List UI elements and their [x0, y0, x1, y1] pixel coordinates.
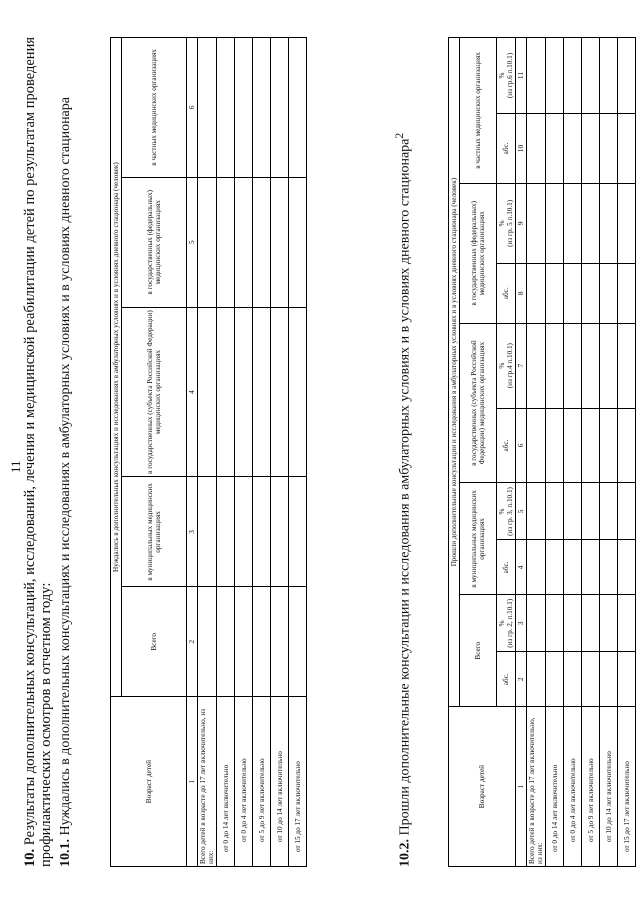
table2-total-header: Всего	[460, 595, 497, 707]
table-row	[253, 38, 271, 867]
table1-row-label: Всего детей в возрасте до 17 лет включительно, из них:	[198, 697, 217, 867]
table-row	[618, 38, 636, 867]
table1-col-num: 1	[187, 697, 198, 867]
section-10-1-number: 10.1.	[58, 839, 73, 867]
section-10-2-text: Прошли дополнительные консультации и исследования в амбулаторных условиях и в условиях дневного стационара	[397, 138, 413, 836]
table1-col-num: 5	[187, 177, 198, 307]
table2-row-label: от 10 до 14 лет включительно	[600, 707, 618, 867]
table2-row-label: от 15 до 17 лет включительно	[618, 707, 636, 867]
table1-row-label: от 0 до 4 лет включительно	[235, 697, 253, 867]
table-row	[600, 38, 618, 867]
table2-pct-header: % (из гр.6 п.10.1)	[497, 38, 516, 114]
table1-row-label: от 15 до 17 лет включительно	[289, 697, 307, 867]
section-10-text: Результаты дополнительных консультаций, исследований, лечения и медицинской реабилитации детей по результатам проведения профилактических осмотров в отчетном году:	[22, 37, 54, 867]
table2-age-header: Возраст детей	[449, 707, 516, 867]
table2-col-num: 3	[516, 595, 527, 652]
table1-private-header: в частных медицинских организациях	[122, 38, 187, 178]
table2-col-num: 8	[516, 263, 527, 323]
table2-abs-header: абс.	[497, 540, 516, 595]
table-row	[582, 38, 600, 867]
table2-col-num: 7	[516, 323, 527, 408]
table2-row-label: от 0 до 14 лет включительно	[546, 707, 564, 867]
table2-row-label: от 0 до 4 лет включительно	[564, 707, 582, 867]
table-row	[271, 38, 289, 867]
table1-col-num: 6	[187, 38, 198, 178]
table1-federal-header: в государственных (федеральных) медицинских организациях	[122, 177, 187, 307]
table-row	[546, 38, 564, 867]
section-10-2-number: 10.2.	[397, 839, 413, 867]
footnote-mark: 2	[393, 132, 406, 139]
table-10-2	[448, 37, 636, 867]
table2-subject-header: в государственных (субъекта Российской Федерации) медицинских организациях	[460, 323, 497, 483]
table2-col-num: 9	[516, 183, 527, 263]
table1-subject-header: в государственных (субъекта Российской Федерации) медицинских организациях	[122, 307, 187, 477]
section-10-2-heading	[392, 37, 414, 867]
section-10-number: 10.	[22, 848, 38, 867]
table1-municipal-header: в муниципальных медицинских организациях	[122, 477, 187, 587]
table1-row-label: от 10 до 14 лет включительно	[271, 697, 289, 867]
table2-col-num: 11	[516, 38, 527, 114]
table2-abs-header: абс.	[497, 113, 516, 183]
table2-row-label: от 5 до 9 лет включительно	[582, 707, 600, 867]
table-row	[527, 38, 546, 867]
table2-municipal-header: в муниципальных медицинских организациях	[460, 483, 497, 595]
table2-col-num: 6	[516, 408, 527, 483]
table2-abs-header: абс.	[497, 408, 516, 483]
table2-pct-header: % (из гр. 3, п.10.1)	[497, 483, 516, 540]
table-row	[564, 38, 582, 867]
table2-row-label: Всего детей в возрасте до 17 лет включительно, из них:	[527, 707, 546, 867]
table2-abs-header: абс.	[497, 652, 516, 707]
table1-group-header: Нуждались в дополнительных консультациях и исследованиях в амбулаторных условиях и в условиях дневного стационара (человек)	[111, 38, 122, 697]
table1-col-num: 2	[187, 587, 198, 697]
table-row	[198, 38, 217, 867]
table1-age-header: Возраст детей	[111, 697, 187, 867]
table2-group-header: Прошли дополнительные консультации и исследования в амбулаторных условиях и в условиях дневного стационара (человек)	[449, 38, 460, 707]
table2-pct-header: % (из гр. 2, п.10.1)	[497, 595, 516, 652]
table2-col-num: 2	[516, 652, 527, 707]
table2-federal-header: в государственных (федеральных) медицинских организациях	[460, 183, 497, 323]
table1-row-label: от 5 до 9 лет включительно	[253, 697, 271, 867]
page-number: 11	[8, 460, 23, 473]
section-10-heading	[22, 37, 54, 867]
table2-col-num: 4	[516, 540, 527, 595]
table2-private-header: в частных медицинских организациях	[460, 38, 497, 184]
table2-pct-header: % (из гр. 5 п.10.1)	[497, 183, 516, 263]
table2-pct-header: % (из гр.4 п.10.1)	[497, 323, 516, 408]
table1-col-num: 3	[187, 477, 198, 587]
table-row	[235, 38, 253, 867]
section-10-1-heading	[58, 37, 74, 867]
section-10-1-text: Нуждались в дополнительных консультациях и исследованиях в амбулаторных условиях и в условиях дневного стационара	[58, 97, 73, 836]
table2-col-num: 1	[516, 707, 527, 867]
table-row	[289, 38, 307, 867]
table-10-1	[110, 37, 307, 867]
table1-row-label: от 0 до 14 лет включительно	[217, 697, 235, 867]
table1-col-num: 4	[187, 307, 198, 477]
table-row	[217, 38, 235, 867]
table1-total-header: Всего	[122, 587, 187, 697]
table2-col-num: 10	[516, 113, 527, 183]
table2-abs-header: абс.	[497, 263, 516, 323]
table2-col-num: 5	[516, 483, 527, 540]
